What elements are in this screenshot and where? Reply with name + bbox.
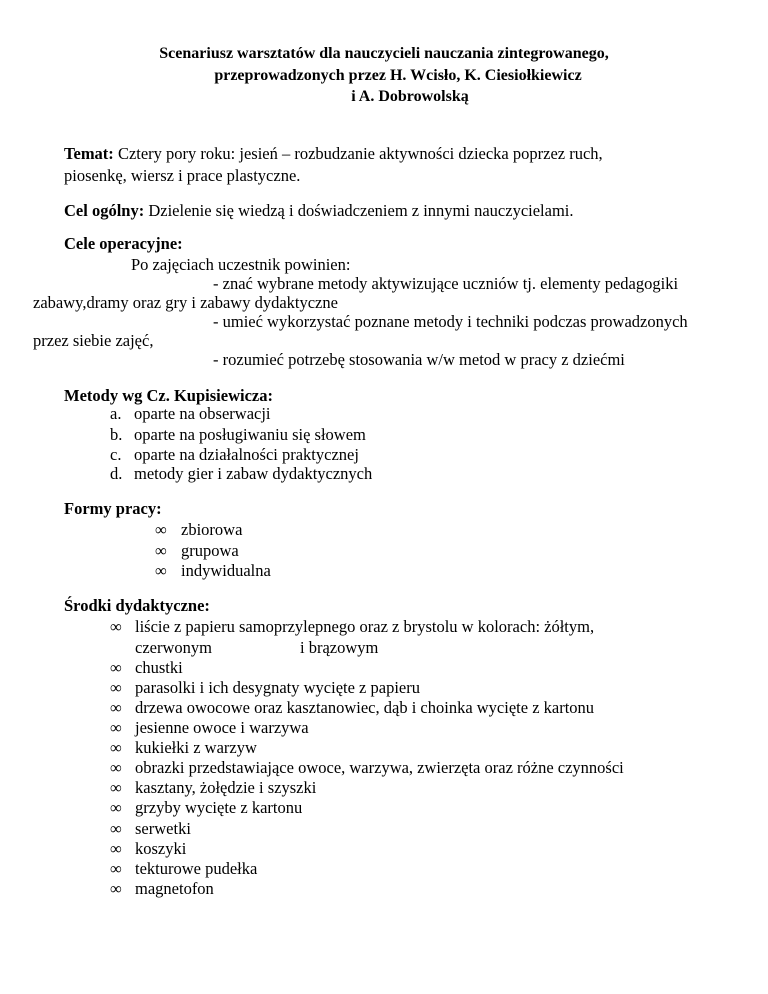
srodki-item-cont-a: czerwonym xyxy=(135,638,212,657)
infinity-bullet-icon: ∞ xyxy=(110,658,122,677)
infinity-bullet-icon: ∞ xyxy=(110,839,122,858)
srodki-item: koszyki xyxy=(135,839,187,858)
srodki-item: obrazki przedstawiające owoce, warzywa, zwierzęta oraz różne czynności xyxy=(135,758,624,777)
metody-marker: c. xyxy=(110,445,122,464)
title-line-1: Scenariusz warsztatów dla nauczycieli nauczania zintegrowanego, xyxy=(159,45,609,62)
srodki-item: liście z papieru samoprzylepnego oraz z brystolu w kolorach: żółtym, xyxy=(135,617,595,636)
cel-ogolny-text: Dzielenie się wiedzą i doświadczeniem z innymi nauczycielami. xyxy=(148,201,574,220)
metody-item: oparte na działalności praktycznej xyxy=(134,445,359,464)
formy-item: grupowa xyxy=(181,541,239,560)
cele-operacyjne-label: Cele operacyjne: xyxy=(64,234,183,253)
temat-line-1 xyxy=(64,146,603,163)
cel-ogolny-label: Cel ogólny: xyxy=(64,201,145,220)
infinity-bullet-icon: ∞ xyxy=(110,778,122,797)
srodki-item: kasztany, żołędzie i szyszki xyxy=(135,778,317,797)
metody-marker: b. xyxy=(110,425,123,444)
srodki-item: kukiełki z warzyw xyxy=(135,738,257,757)
srodki-item-cont-b: i brązowym xyxy=(300,638,379,657)
title-line-2: przeprowadzonych przez H. Wcisło, K. Ciesiołkiewicz xyxy=(214,67,582,84)
metody-item: oparte na posługiwaniu się słowem xyxy=(134,425,366,444)
cel-item-1-line-2: zabawy,dramy oraz gry i zabawy dydaktyczne xyxy=(33,293,338,312)
srodki-item: tekturowe pudełka xyxy=(135,859,258,878)
cel-item-2-line-1: - umieć wykorzystać poznane metody i techniki podczas prowadzonych xyxy=(213,312,688,331)
formy-item: indywidualna xyxy=(181,561,271,580)
metody-marker: a. xyxy=(110,404,122,423)
infinity-bullet-icon: ∞ xyxy=(110,617,122,636)
srodki-item: drzewa owocowe oraz kasztanowiec, dąb i choinka wycięte z kartonu xyxy=(135,698,595,717)
srodki-label: Środki dydaktyczne: xyxy=(64,596,210,615)
metody-marker: d. xyxy=(110,464,123,483)
temat-line-2: piosenkę, wiersz i prace plastyczne. xyxy=(64,166,301,185)
cel-item-2-line-2: przez siebie zajęć, xyxy=(33,331,154,350)
metody-label: Metody wg Cz. Kupisiewicza: xyxy=(64,386,273,405)
infinity-bullet-icon: ∞ xyxy=(110,758,122,777)
infinity-bullet-icon: ∞ xyxy=(155,520,167,539)
infinity-bullet-icon: ∞ xyxy=(110,678,122,697)
infinity-bullet-icon: ∞ xyxy=(110,819,122,838)
srodki-item: parasolki i ich desygnaty wycięte z papieru xyxy=(135,678,420,697)
infinity-bullet-icon: ∞ xyxy=(155,541,167,560)
title-line-3: i A. Dobrowolską xyxy=(351,88,469,105)
temat-text: Cztery pory roku: jesień – rozbudzanie aktywności dziecka poprzez ruch, xyxy=(117,144,603,163)
cel-item-1-line-1: - znać wybrane metody aktywizujące uczniów tj. elementy pedagogiki xyxy=(213,274,679,293)
infinity-bullet-icon: ∞ xyxy=(110,798,122,817)
formy-item: zbiorowa xyxy=(181,520,243,539)
infinity-bullet-icon: ∞ xyxy=(110,879,122,898)
infinity-bullet-icon: ∞ xyxy=(155,561,167,580)
formy-label: Formy pracy: xyxy=(64,499,162,518)
srodki-item: jesienne owoce i warzywa xyxy=(135,718,309,737)
srodki-item: chustki xyxy=(135,658,183,677)
srodki-item: magnetofon xyxy=(135,879,214,898)
infinity-bullet-icon: ∞ xyxy=(110,738,122,757)
srodki-item: serwetki xyxy=(135,819,191,838)
infinity-bullet-icon: ∞ xyxy=(110,718,122,737)
metody-item: oparte na obserwacji xyxy=(134,404,271,423)
metody-item: metody gier i zabaw dydaktycznych xyxy=(134,464,373,483)
srodki-item: grzyby wycięte z kartonu xyxy=(135,798,303,817)
cel-item-3: - rozumieć potrzebę stosowania w/w metod w pracy z dziećmi xyxy=(213,350,625,369)
temat-label: Temat: xyxy=(64,144,114,163)
cel-ogolny xyxy=(64,203,574,220)
infinity-bullet-icon: ∞ xyxy=(110,859,122,878)
cele-operacyjne-intro: Po zajęciach uczestnik powinien: xyxy=(131,255,351,274)
infinity-bullet-icon: ∞ xyxy=(110,698,122,717)
